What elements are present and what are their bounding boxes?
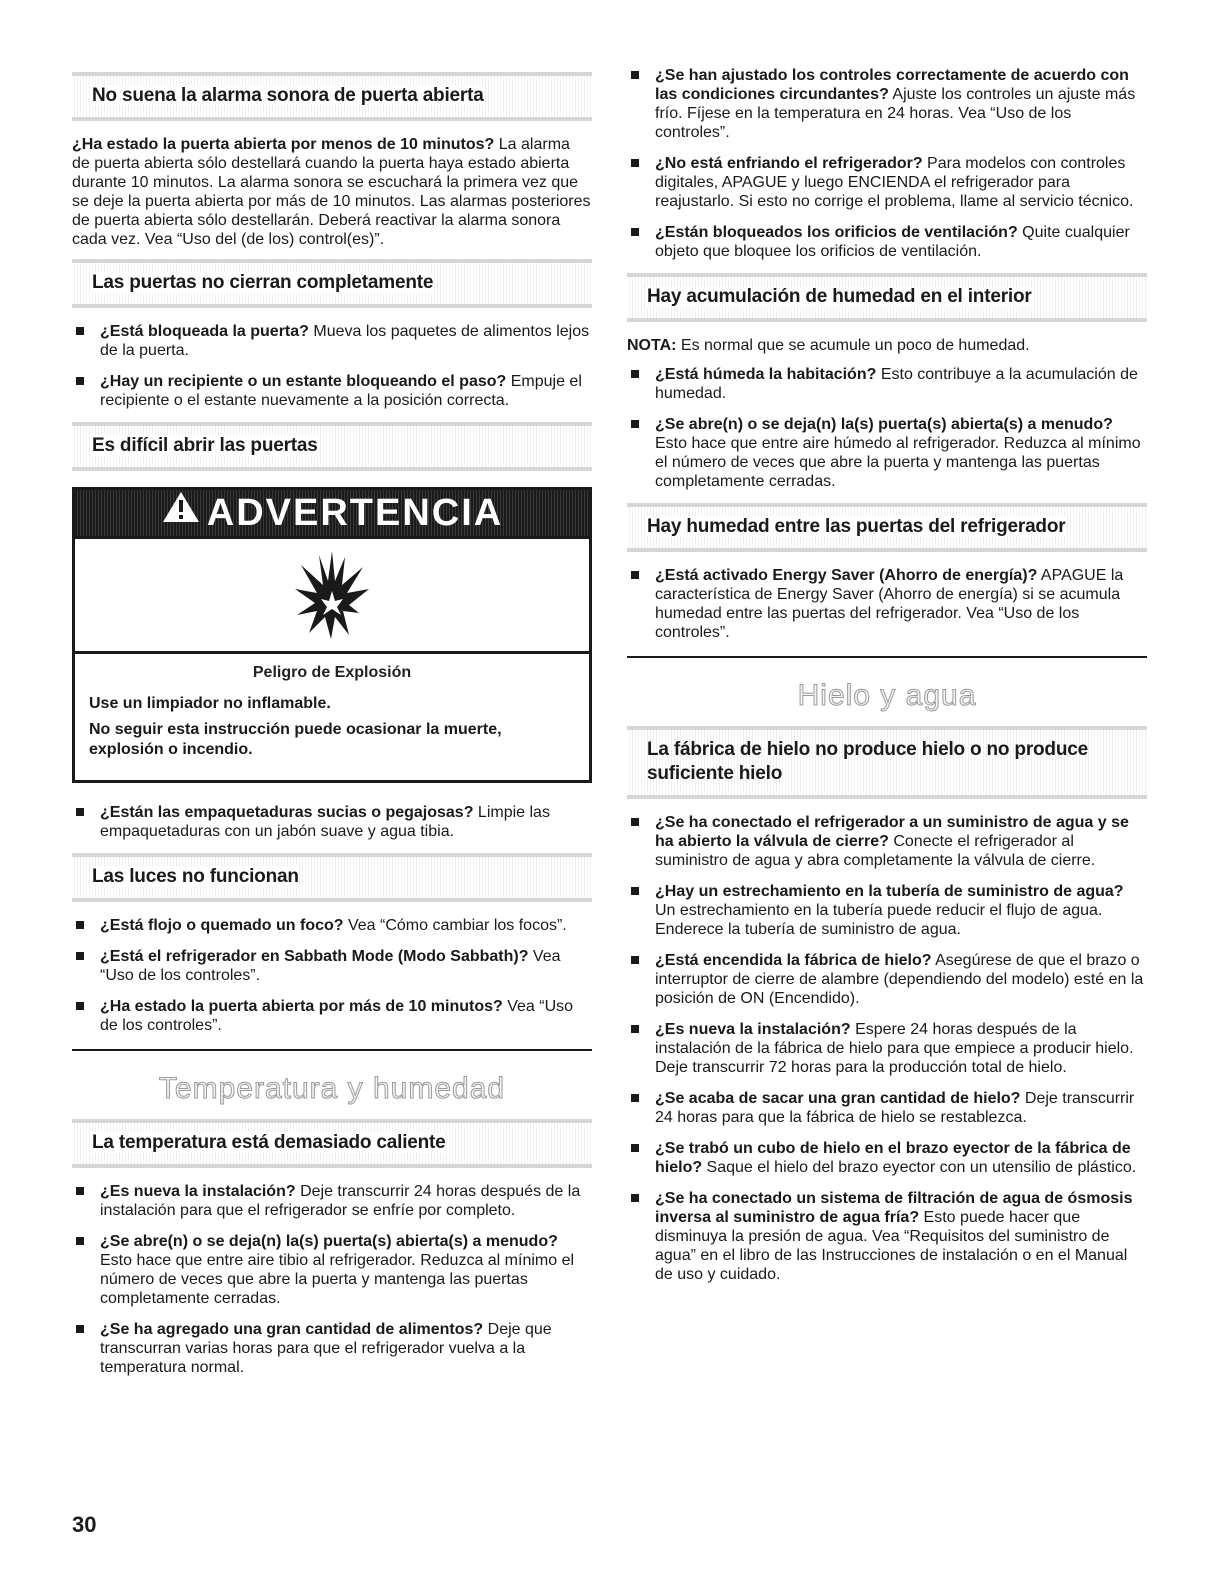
warning-title: ADVERTENCIA bbox=[206, 492, 504, 534]
list-item: ¿Se trabó un cubo de hielo en el brazo eyector de la fábrica de hielo? Saque el hielo del brazo eyector con un utensilio de plástico. bbox=[627, 1139, 1147, 1177]
bullet-list bbox=[72, 916, 592, 1035]
bullet-list bbox=[72, 322, 592, 410]
bullet-icon bbox=[76, 1187, 84, 1195]
list-item: ¿Está encendida la fábrica de hielo? Asegúrese de que el brazo o interruptor de cierre de alambre (dependiendo del modelo) esté en la posición de ON (Encendido). bbox=[627, 951, 1147, 1008]
section-heading: No suena la alarma sonora de puerta abierta bbox=[72, 72, 592, 121]
category-title: Temperatura y humedad bbox=[158, 1072, 506, 1105]
bullet-list bbox=[72, 1182, 592, 1377]
bullet-icon bbox=[76, 808, 84, 816]
section-heading: Hay acumulación de humedad en el interior bbox=[627, 273, 1147, 322]
bullet-icon bbox=[631, 420, 639, 428]
section-heading: La fábrica de hielo no produce hielo o no produce suficiente hielo bbox=[627, 726, 1147, 799]
list-item: ¿Se ha conectado un sistema de filtración de agua de ósmosis inversa al suministro de agua fría? Esto puede hacer que disminuya la presión de agua. Vea “Requisitos del suministro de agua” en el libro de las Instrucciones de instalación o en el Manual de uso y cuidado. bbox=[627, 1189, 1147, 1284]
list-item: ¿No está enfriando el refrigerador? Para modelos con controles digitales, APAGUE y luego ENCIENDA el refrigerador para reajustarlo. Si esto no corrige el problema, llame al servicio técnico. bbox=[627, 154, 1147, 211]
bullet-icon bbox=[76, 1325, 84, 1333]
divider bbox=[72, 1049, 592, 1051]
bullet-icon bbox=[631, 887, 639, 895]
list-item: ¿Se abre(n) o se deja(n) la(s) puerta(s) abierta(s) a menudo? Esto hace que entre aire tibio al refrigerador. Reduzca al mínimo el número de veces que abre la puerta y mantenga las puertas completamente cerradas. bbox=[72, 1232, 592, 1308]
list-item: ¿Es nueva la instalación? Espere 24 horas después de la instalación de la fábrica de hielo para que empiece a producir hielo. Deje transcurrir 72 horas para la producción total de hielo. bbox=[627, 1020, 1147, 1077]
list-item: ¿Hay un recipiente o un estante bloqueando el paso? Empuje el recipiente o el estante nuevamente a la posición correcta. bbox=[72, 372, 592, 410]
bullet-icon bbox=[631, 1025, 639, 1033]
bullet-list bbox=[627, 365, 1147, 491]
bullet-list bbox=[627, 66, 1147, 261]
list-item: ¿Está activado Energy Saver (Ahorro de energía)? APAGUE la característica de Energy Saver (Ahorro de energía) si se acumula humedad entre las puertas del refrigerador. Vea “Uso de los controles”. bbox=[627, 566, 1147, 642]
list-item: ¿Están bloqueados los orificios de ventilación? Quite cualquier objeto que bloquee los orificios de ventilación. bbox=[627, 223, 1147, 261]
bullet-icon bbox=[631, 818, 639, 826]
section-heading: Es difícil abrir las puertas bbox=[72, 422, 592, 471]
explosion-icon bbox=[287, 547, 377, 642]
warning-box bbox=[72, 487, 592, 783]
section-heading: Las puertas no cierran completamente bbox=[72, 259, 592, 308]
list-item: ¿Está húmeda la habitación? Esto contribuye a la acumulación de humedad. bbox=[627, 365, 1147, 403]
list-item: ¿Se ha conectado el refrigerador a un suministro de agua y se ha abierto la válvula de cierre? Conecte el refrigerador al suministro de agua y abra completamente la válvula de cierre. bbox=[627, 813, 1147, 870]
bullet-list bbox=[72, 803, 592, 841]
explosion-panel bbox=[75, 536, 589, 654]
section-heading: Hay humedad entre las puertas del refrigerador bbox=[627, 503, 1147, 552]
bullet-icon bbox=[76, 921, 84, 929]
list-item: ¿Está flojo o quemado un foco? Vea “Cómo cambiar los focos”. bbox=[72, 916, 592, 935]
section-heading: La temperatura está demasiado caliente bbox=[72, 1119, 592, 1168]
paragraph: ¿Ha estado la puerta abierta por menos de 10 minutos? La alarma de puerta abierta sólo destellará cuando la puerta haya estado abierta durante 10 minutos. La alarma sonora se escuchará la primera vez que se deje la puerta abierta por más de 10 minutos. Las alarmas posteriores de puerta abierta sólo destellarán. Deberá reactivar la alarma sonora cada vez. Vea “Uso del (de los) control(es)”. bbox=[72, 136, 591, 248]
list-item: ¿Se han ajustado los controles correctamente de acuerdo con las condiciones circundantes? Ajuste los controles un ajuste más frío. Fíjese en la temperatura en 24 horas. Vea “Uso de los controles”. bbox=[627, 66, 1147, 142]
bullet-icon bbox=[76, 952, 84, 960]
note: NOTA: Es normal que se acumule un poco de humedad. bbox=[627, 337, 1030, 354]
list-item: ¿Está el refrigerador en Sabbath Mode (Modo Sabbath)? Vea “Uso de los controles”. bbox=[72, 947, 592, 985]
list-item: ¿Ha estado la puerta abierta por más de 10 minutos? Vea “Uso de los controles”. bbox=[72, 997, 592, 1035]
list-item: ¿Está bloqueada la puerta? Mueva los paquetes de alimentos lejos de la puerta. bbox=[72, 322, 592, 360]
bullet-icon bbox=[631, 159, 639, 167]
bullet-icon bbox=[631, 1094, 639, 1102]
bullet-icon bbox=[631, 1194, 639, 1202]
category-title: Hielo y agua bbox=[797, 679, 977, 712]
bullet-list bbox=[627, 566, 1147, 642]
list-item: ¿Es nueva la instalación? Deje transcurrir 24 horas después de la instalación para que el refrigerador se enfríe por completo. bbox=[72, 1182, 592, 1220]
list-item: ¿Están las empaquetaduras sucias o pegajosas? Limpie las empaquetaduras con un jabón suave y agua tibia. bbox=[72, 803, 592, 841]
section-heading: Las luces no funcionan bbox=[72, 853, 592, 902]
list-item: ¿Hay un estrechamiento en la tubería de suministro de agua? Un estrechamiento en la tubería puede reducir el flujo de agua. Enderece la tubería de suministro de agua. bbox=[627, 882, 1147, 939]
bullet-icon bbox=[76, 377, 84, 385]
list-item: ¿Se acaba de sacar una gran cantidad de hielo? Deje transcurrir 24 horas para que la fábrica de hielo se restablezca. bbox=[627, 1089, 1147, 1127]
warning-body: Peligro de Explosión Use un limpiador no inflamable. No seguir esta instrucción puede ocasionar la muerte, explosión o incendio. bbox=[89, 664, 502, 758]
divider bbox=[627, 656, 1147, 658]
bullet-list bbox=[627, 813, 1147, 1284]
warning-header bbox=[75, 490, 589, 536]
bullet-icon bbox=[631, 956, 639, 964]
bullet-icon bbox=[76, 327, 84, 335]
bullet-icon bbox=[76, 1237, 84, 1245]
bullet-icon bbox=[631, 571, 639, 579]
list-item: ¿Se abre(n) o se deja(n) la(s) puerta(s) abierta(s) a menudo? Esto hace que entre aire húmedo al refrigerador. Reduzca al mínimo el número de veces que abre la puerta y mantenga las puertas completamente cerradas. bbox=[627, 415, 1147, 491]
bullet-icon bbox=[631, 228, 639, 236]
bullet-icon bbox=[631, 370, 639, 378]
page-number: 30 bbox=[72, 1512, 97, 1537]
list-item: ¿Se ha agregado una gran cantidad de alimentos? Deje que transcurran varias horas para que el refrigerador vuelva a la temperatura normal. bbox=[72, 1320, 592, 1377]
left-column bbox=[72, 62, 592, 1389]
bullet-icon bbox=[631, 71, 639, 79]
warning-triangle-icon bbox=[161, 489, 201, 535]
bullet-icon bbox=[76, 1002, 84, 1010]
bullet-icon bbox=[631, 1144, 639, 1152]
right-column bbox=[627, 66, 1147, 1296]
